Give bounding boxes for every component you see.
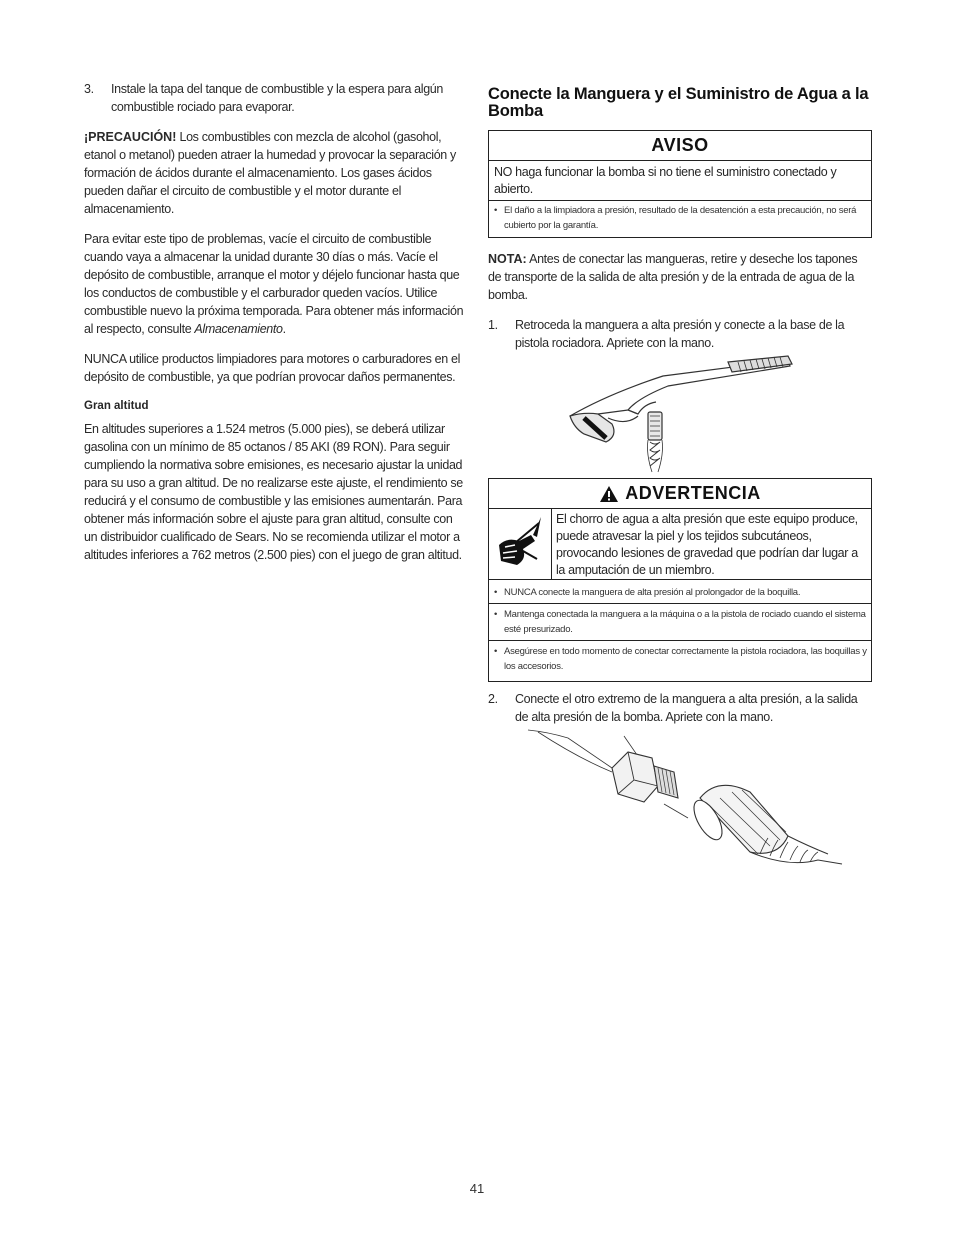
step-number: 2. [488, 692, 498, 706]
notice-box [488, 130, 872, 238]
spray-gun-illustration [488, 354, 872, 474]
notice-bullet: • El daño a la limpiadora a presión, resultado de la desatención a esta precaución, no será cubierto por la garantía. [494, 203, 866, 233]
note-label: NOTA: [488, 252, 527, 266]
warning-header [489, 479, 871, 509]
step-3 [84, 80, 466, 116]
caution-text: Los combustibles con mezcla de alcohol (gasohol, etanol o metanol) pueden atraer la humedad y provocar la separación y formación de ácidos durante el almacenamiento. Los gases ácidos pueden dañar el circuito de combustible y el motor durante el almacenamiento. [84, 130, 456, 216]
warning-body [489, 509, 871, 580]
high-altitude-paragraph: En altitudes superiores a 1.524 metros (5.000 pies), se deberá utilizar gasolina con un mínimo de 85 octanos / 85 AKI (89 RON). Para seguir cumpliendo la normativa sobre emisiones, es necesario ajustar la unidad para su uso a gran altitud. De no realizarse este ajuste, el rendimiento se reducirá y el consumo de combustible y las emisiones aumentarán. Para obtener más información sobre el ajuste para gran altitud, consulte con un distribuidor cualificado de Sears. No se recomienda utilizar el motor a altitudes inferiores a 762 metros (2.500 pies) con el juego de gran altitud. [84, 422, 463, 562]
note-text: Antes de conectar las mangueras, retire y deseche los tapones de transporte de la salida de alta presión y de la entrada de agua de la bomba. [488, 252, 858, 302]
caution-paragraph [84, 128, 466, 218]
warning-bullet: • NUNCA conecte la manguera de alta presión al prolongador de la boquilla. [489, 582, 871, 604]
notice-bullets [489, 201, 871, 237]
step-2 [488, 690, 872, 726]
note-paragraph [488, 250, 872, 304]
warning-bullet: • Mantenga conectada la manguera a la máquina o a la pistola de rociado cuando el sistema esté presurizado. [489, 604, 871, 641]
warning-box [488, 478, 872, 682]
warning-bullets [489, 580, 871, 681]
warning-title: ADVERTENCIA [625, 483, 761, 503]
warning-bullet: • Asegúrese en todo momento de conectar correctamente la pistola rociadora, las boquillas y los accesorios. [489, 641, 871, 677]
caution-label: ¡PRECAUCIÓN! [84, 130, 177, 144]
step-number: 3. [84, 82, 94, 96]
storage-reference: Almacenamiento [194, 322, 283, 336]
storage-text: Para evitar este tipo de problemas, vacíe el circuito de combustible cuando vaya a almacenar la unidad durante 30 días o más. Vacíe el depósito de combustible, arranque el motor y déjelo funcionar hasta que los conductos de combustible y el carburador queden vacíos. Utilice combustible nuevo la próxima temporada. Para obtener más información al respecto, consulte [84, 232, 464, 336]
step-number: 1. [488, 318, 498, 332]
high-pressure-injection-icon [493, 515, 547, 573]
step-1 [488, 316, 872, 352]
storage-text-end: . [282, 322, 286, 336]
high-altitude-heading: Gran altitud [84, 400, 149, 412]
left-column [84, 80, 466, 564]
step-text: Conecte el otro extremo de la manguera a alta presión, a la salida de alta presión de la bomba. Apriete con la mano. [515, 692, 858, 724]
page-number: 41 [469, 1181, 485, 1196]
notice-header: AVISO [489, 131, 871, 161]
hose-fitting-illustration [488, 728, 872, 878]
warning-main-text: El chorro de agua a alta presión que este equipo produce, puede atravesar la piel y los tejidos subcutáneos, provocando lesiones de gravedad que podrían dar lugar a la amputación de un miembro. [556, 512, 858, 577]
step-text: Retroceda la manguera a alta presión y conecte a la base de la pistola rociadora. Apriete con la mano. [515, 318, 845, 350]
step-text: Instale la tapa del tanque de combustible y la espera para algún combustible rociado para evaporar. [111, 82, 444, 114]
notice-main-text: NO haga funcionar la bomba si no tiene el suministro conectado y abierto. [489, 161, 871, 201]
right-column [488, 80, 872, 878]
warning-triangle-icon [599, 485, 619, 503]
section-title: Conecte la Manguera y el Suministro de Agua a la Bomba [488, 85, 869, 120]
warning-icon-cell [489, 509, 552, 579]
never-use-paragraph: NUNCA utilice productos limpiadores para motores o carburadores en el depósito de combustible, ya que podrían provocar daños permanentes. [84, 352, 461, 384]
storage-paragraph [84, 230, 466, 338]
